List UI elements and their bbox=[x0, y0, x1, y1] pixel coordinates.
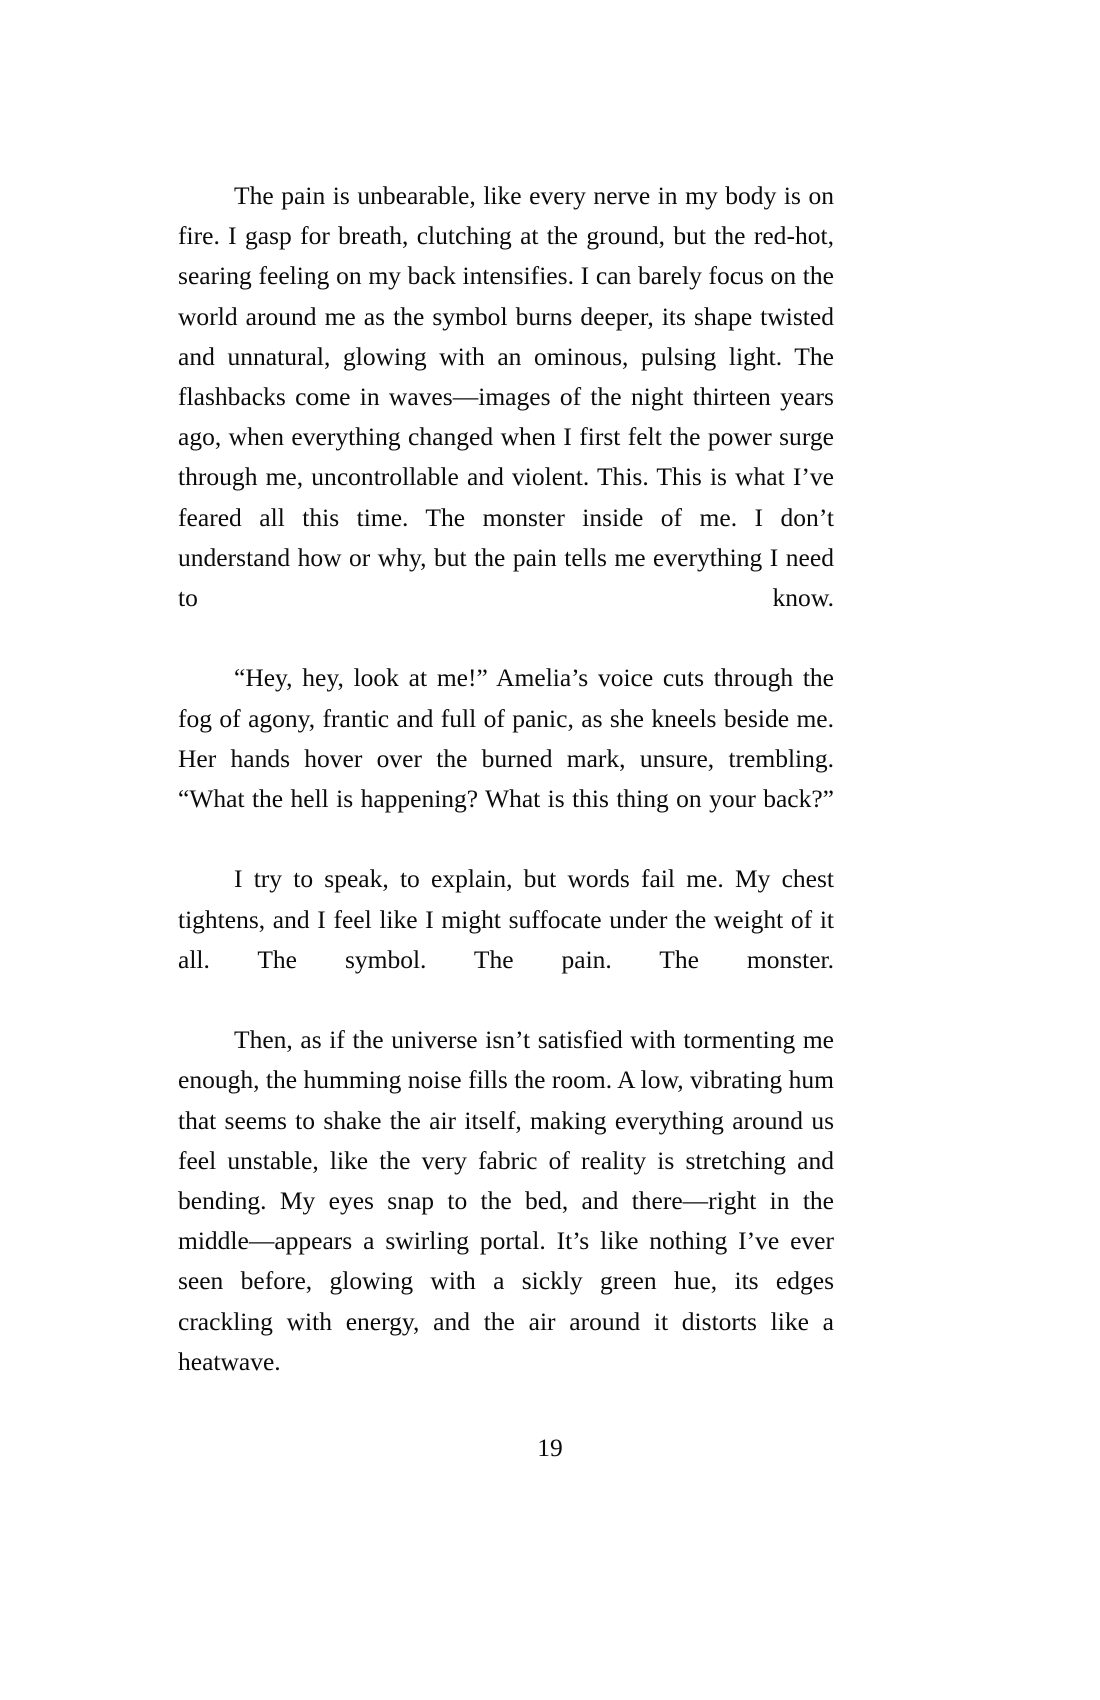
body-paragraph-4: Then, as if the universe isn’t satisfied with tormenting me enough, the humming noise fills the room. A low, vibrating hum that seems to shake the air itself, making everything around us feel unstable, like the very fabric of reality is stretching and bending. My eyes snap to the bed, and there—right in the middle—appears a swirling portal. It’s like nothing I’ve ever seen before, glowing with a sickly green hue, its edges crackling with energy, and the air around it distorts like a heatwave. bbox=[178, 1025, 834, 1376]
body-paragraph-1: The pain is unbearable, like every nerve in my body is on fire. I gasp for breath, clutching at the ground, but the red-hot, searing feeling on my back intensifies. I can barely focus on the world around me as the symbol burns deeper, its shape twisted and unnatural, glowing with an ominous, pulsing light. The flashbacks come in waves—images of the night thirteen years ago, when everything changed when I first felt the power surge through me, uncontrollable and violent. This. This is what I’ve feared all this time. The monster inside of me. I don’t understand how or why, but the pain tells me everything I need to know. bbox=[178, 181, 834, 613]
body-paragraph-3: I try to speak, to explain, but words fail me. My chest tightens, and I feel like I might suffocate under the weight of it all. The symbol. The pain. The monster. bbox=[178, 864, 834, 974]
page-number: 19 bbox=[537, 1433, 563, 1462]
page-text-block bbox=[178, 176, 834, 1422]
body-paragraph-2: “Hey, hey, look at me!” Amelia’s voice cuts through the fog of agony, frantic and full of panic, as she kneels beside me. Her hands hover over the burned mark, unsure, trembling. “What the hell is happening? What is this thing on your back?” bbox=[178, 663, 834, 814]
